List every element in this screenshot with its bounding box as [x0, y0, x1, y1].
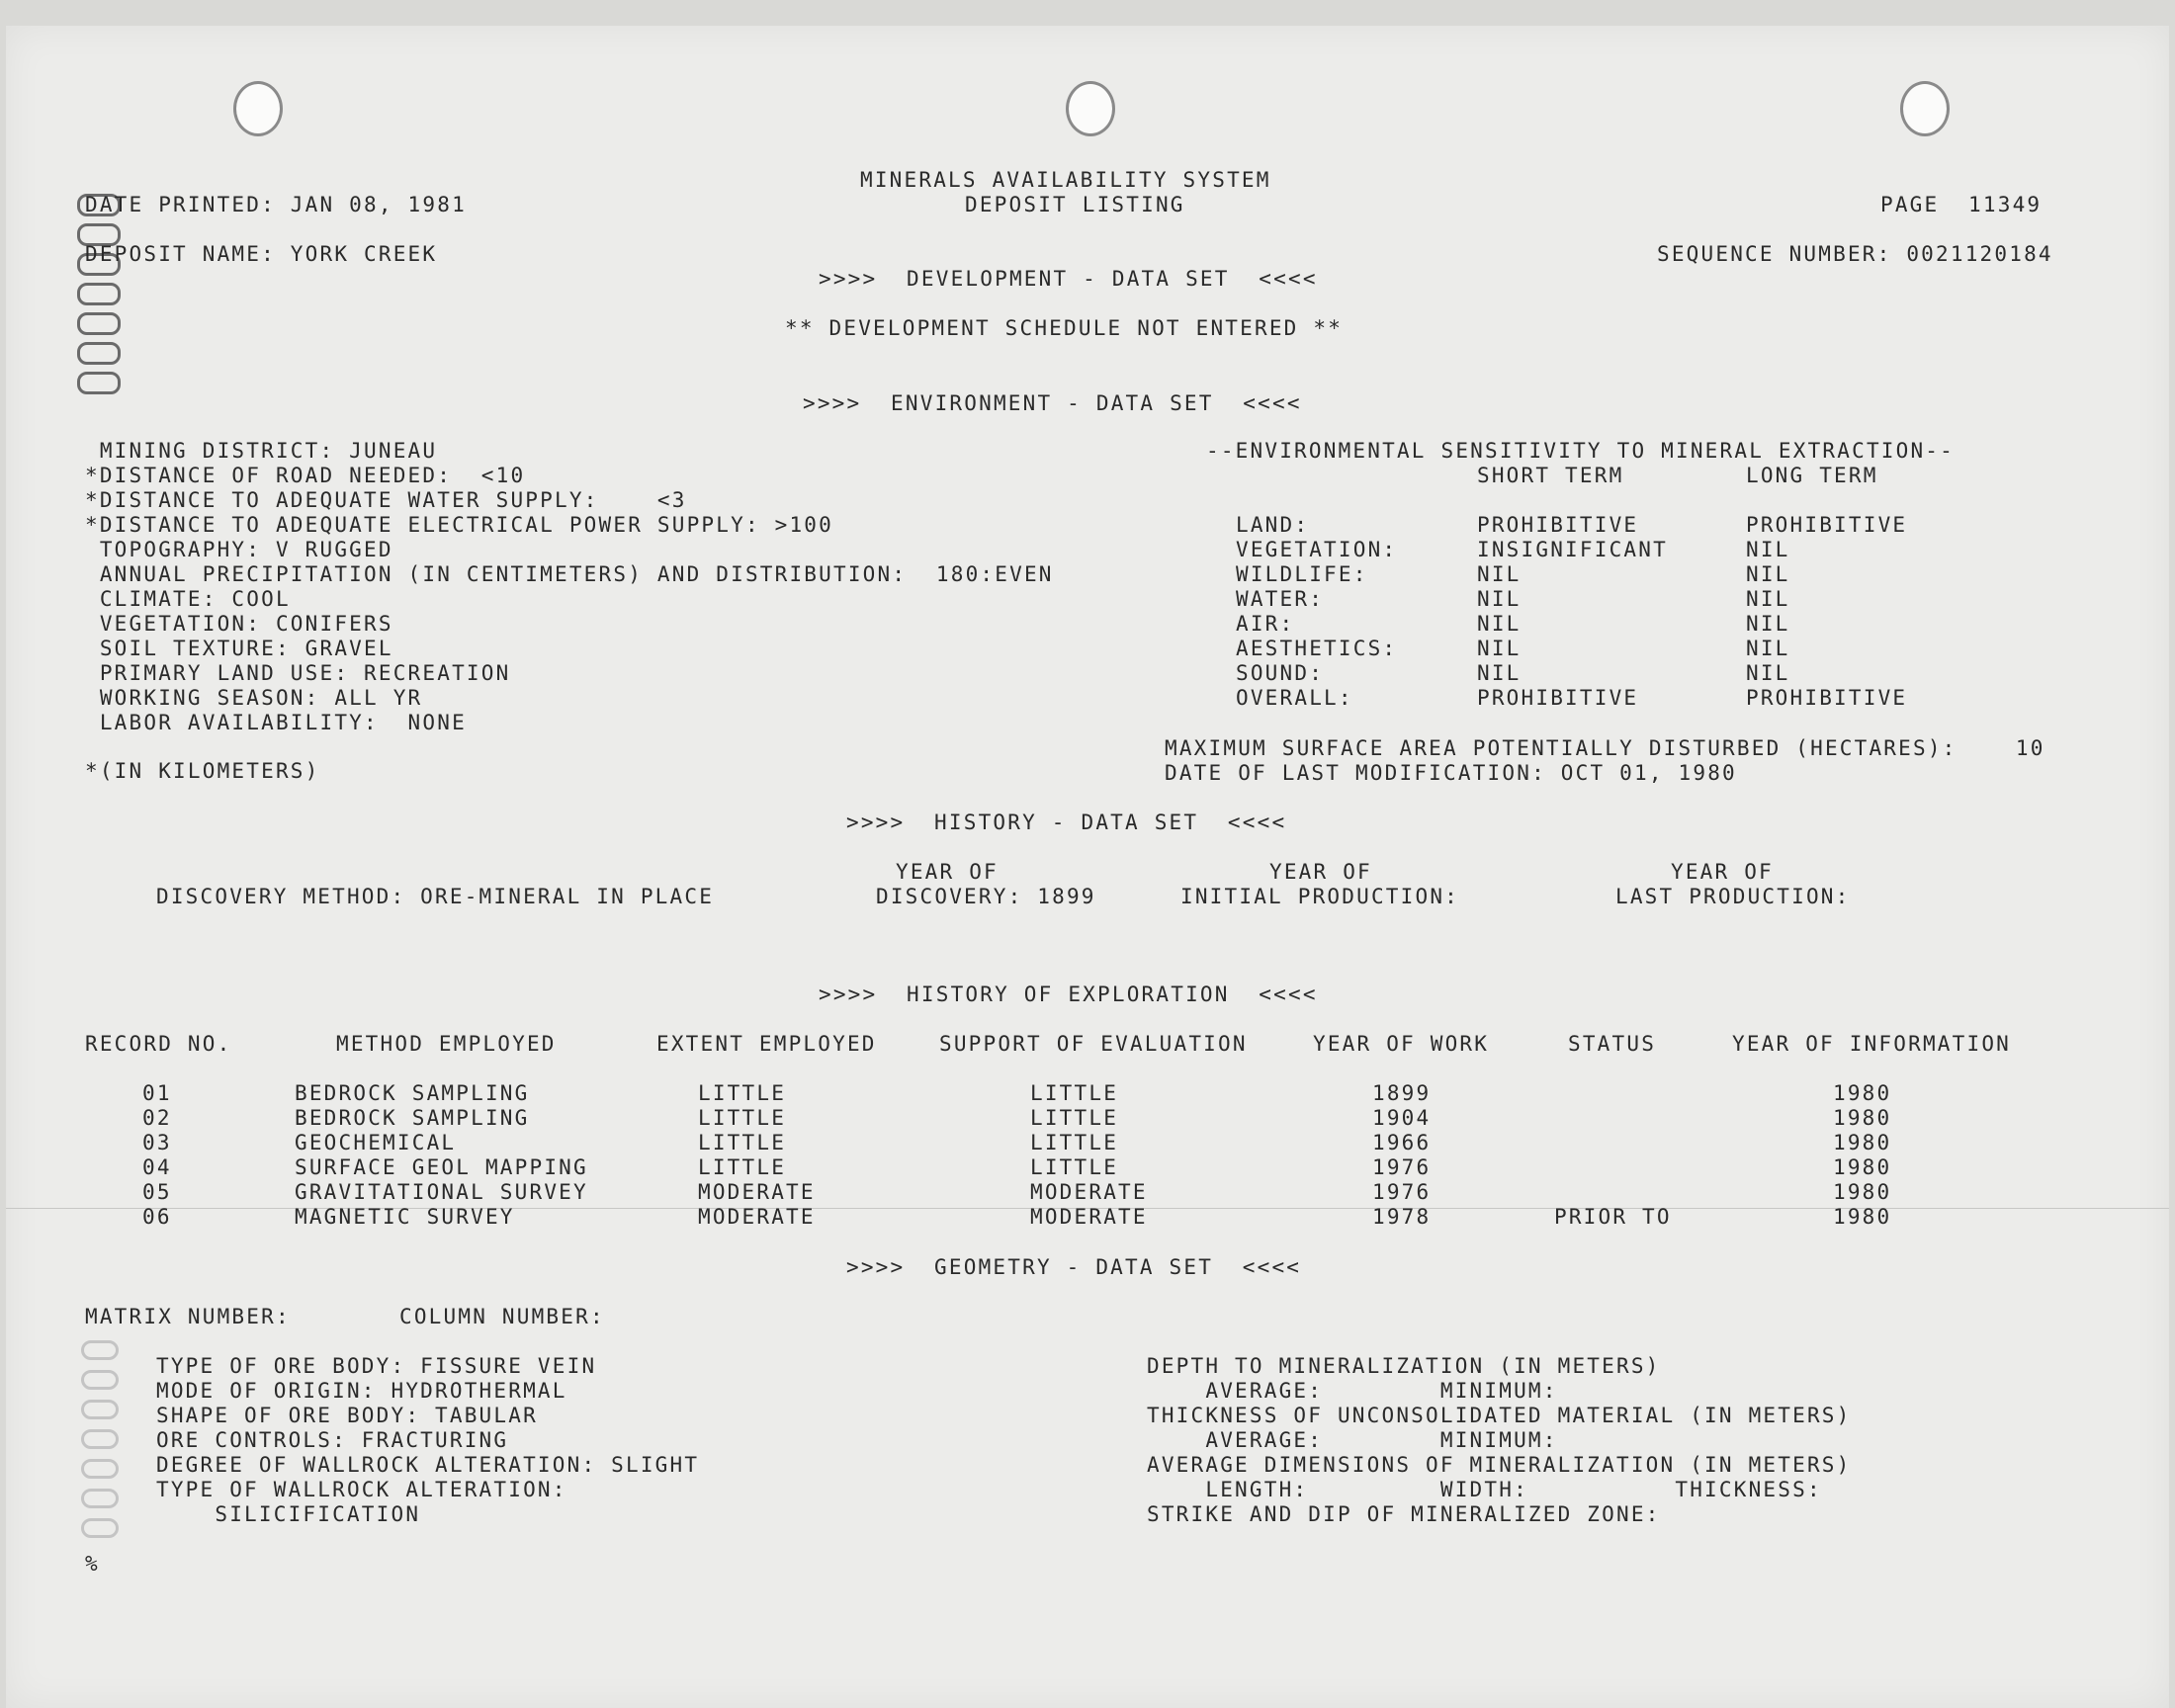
date-printed: DATE PRINTED: JAN 08, 1981 — [85, 193, 467, 216]
long-term-value: NIL — [1746, 637, 1790, 660]
sensitivity-label: WILDLIFE: — [1236, 562, 1368, 586]
env-line: *DISTANCE TO ADEQUATE WATER SUPPLY: <3 — [85, 488, 687, 512]
table-cell: 1976 — [1372, 1180, 1432, 1204]
table-cell: 1980 — [1833, 1205, 1892, 1229]
table-cell: LITTLE — [1030, 1155, 1119, 1179]
table-cell: LITTLE — [698, 1155, 787, 1179]
exploration-extents — [698, 1081, 816, 1230]
exploration-methods — [295, 1081, 588, 1230]
geometry-dimensions — [1147, 1354, 1851, 1527]
table-cell: 1904 — [1372, 1106, 1432, 1130]
table-cell — [1554, 1131, 1672, 1155]
sensitivity-labels — [1236, 513, 1397, 711]
deposit-name: DEPOSIT NAME: YORK CREEK — [85, 242, 438, 266]
development-note: ** DEVELOPMENT SCHEDULE NOT ENTERED ** — [785, 316, 1344, 340]
table-cell: MAGNETIC SURVEY — [295, 1205, 515, 1229]
col-status: STATUS — [1568, 1032, 1657, 1056]
short-term-header: SHORT TERM — [1477, 464, 1624, 487]
geometry-line: DEPTH TO MINERALIZATION (IN METERS) — [1147, 1354, 1661, 1378]
long-term-header: LONG TERM — [1746, 464, 1878, 487]
tractor-mark — [81, 1400, 119, 1419]
env-line: WORKING SEASON: ALL YR — [85, 686, 423, 710]
table-cell: LITTLE — [1030, 1106, 1119, 1130]
table-cell: 1980 — [1833, 1081, 1892, 1105]
tractor-mark — [81, 1459, 119, 1479]
table-cell: 1976 — [1372, 1155, 1432, 1179]
env-line: *DISTANCE OF ROAD NEEDED: <10 — [85, 464, 526, 487]
table-cell: LITTLE — [698, 1131, 787, 1154]
table-cell: LITTLE — [698, 1106, 787, 1130]
geometry-line: TYPE OF ORE BODY: FISSURE VEIN — [156, 1354, 597, 1378]
table-cell: 1899 — [1372, 1081, 1432, 1105]
tractor-mark — [77, 312, 121, 335]
geometry-line: LENGTH: WIDTH: THICKNESS: — [1147, 1478, 1822, 1501]
short-term-value: PROHIBITIVE — [1477, 686, 1639, 710]
sensitivity-label: SOUND: — [1236, 661, 1325, 685]
discovery-year: DISCOVERY: 1899 — [876, 885, 1096, 908]
exploration-heading: >>>> HISTORY OF EXPLORATION <<<< — [819, 982, 1318, 1006]
env-line: TOPOGRAPHY: V RUGGED — [85, 538, 393, 561]
long-term-value: NIL — [1746, 661, 1790, 685]
long-term-value: NIL — [1746, 587, 1790, 611]
short-term-value: NIL — [1477, 661, 1522, 685]
end-mark: % — [85, 1552, 100, 1576]
column-number: COLUMN NUMBER: — [399, 1305, 605, 1328]
environment-heading: >>>> ENVIRONMENT - DATA SET <<<< — [803, 391, 1302, 415]
sensitivity-label: VEGETATION: — [1236, 538, 1398, 561]
geometry-line: AVERAGE DIMENSIONS OF MINERALIZATION (IN METERS) — [1147, 1453, 1852, 1477]
discovery-method: DISCOVERY METHOD: ORE-MINERAL IN PLACE — [156, 885, 715, 908]
short-term-value: NIL — [1477, 587, 1522, 611]
table-cell: GEOCHEMICAL — [295, 1131, 457, 1154]
sensitivity-label: AIR: — [1236, 612, 1295, 636]
short-term-value: NIL — [1477, 637, 1522, 660]
year-of-last-label: YEAR OF — [1671, 860, 1774, 884]
table-cell: 1980 — [1833, 1131, 1892, 1154]
exploration-years — [1372, 1081, 1431, 1230]
table-cell: 1980 — [1833, 1155, 1892, 1179]
col-year-info: YEAR OF INFORMATION — [1732, 1032, 2012, 1056]
geometry-heading: >>>> GEOMETRY - DATA SET <<<< — [846, 1255, 1302, 1279]
col-year-work: YEAR OF WORK — [1313, 1032, 1490, 1056]
geometry-line: DEGREE OF WALLROCK ALTERATION: SLIGHT — [156, 1453, 700, 1477]
short-term-value: PROHIBITIVE — [1477, 513, 1639, 537]
env-line: VEGETATION: CONIFERS — [85, 612, 393, 636]
page-number: PAGE 11349 — [1880, 193, 2043, 216]
sequence-number: SEQUENCE NUMBER: 0021120184 — [1657, 242, 2053, 266]
env-line: PRIMARY LAND USE: RECREATION — [85, 661, 511, 685]
table-cell: MODERATE — [1030, 1205, 1148, 1229]
env-line: ANNUAL PRECIPITATION (IN CENTIMETERS) AND DISTRIBUTION: 180:EVEN — [85, 562, 1054, 586]
long-term-value: PROHIBITIVE — [1746, 513, 1908, 537]
geometry-line: THICKNESS OF UNCONSOLIDATED MATERIAL (IN METERS) — [1147, 1404, 1852, 1427]
table-cell: LITTLE — [1030, 1131, 1119, 1154]
short-term-value: NIL — [1477, 612, 1522, 636]
table-cell: 05 — [142, 1180, 172, 1204]
table-cell: LITTLE — [698, 1081, 787, 1105]
tractor-mark — [81, 1489, 119, 1508]
sensitivity-label: WATER: — [1236, 587, 1325, 611]
initial-production: INITIAL PRODUCTION: — [1180, 885, 1460, 908]
tractor-mark — [81, 1429, 119, 1449]
table-cell — [1554, 1081, 1672, 1106]
env-line: *DISTANCE TO ADEQUATE ELECTRICAL POWER SUPPLY: >100 — [85, 513, 833, 537]
matrix-number: MATRIX NUMBER: — [85, 1305, 291, 1328]
punch-hole-right — [1900, 81, 1950, 136]
table-cell: PRIOR TO — [1554, 1205, 1672, 1229]
table-cell: MODERATE — [698, 1205, 816, 1229]
environment-attributes — [85, 439, 1054, 735]
last-modification: DATE OF LAST MODIFICATION: OCT 01, 1980 — [1165, 761, 1737, 785]
table-cell: 1966 — [1372, 1131, 1432, 1154]
table-cell: 1980 — [1833, 1106, 1892, 1130]
long-term-value: NIL — [1746, 562, 1790, 586]
env-line: LABOR AVAILABILITY: NONE — [85, 711, 467, 734]
punch-hole-left — [233, 81, 283, 136]
long-term-value: NIL — [1746, 612, 1790, 636]
table-cell: 1980 — [1833, 1180, 1892, 1204]
punch-hole-center — [1066, 81, 1115, 136]
tractor-mark — [81, 1370, 119, 1390]
geometry-line: ORE CONTROLS: FRACTURING — [156, 1428, 509, 1452]
env-line: MINING DISTRICT: JUNEAU — [85, 439, 438, 463]
sensitivity-label: LAND: — [1236, 513, 1310, 537]
env-line: SOIL TEXTURE: GRAVEL — [85, 637, 393, 660]
table-cell: 03 — [142, 1131, 172, 1154]
col-record-no: RECORD NO. — [85, 1032, 232, 1056]
geometry-line: SILICIFICATION — [156, 1502, 421, 1526]
exploration-record-numbers — [142, 1081, 172, 1230]
table-cell: BEDROCK SAMPLING — [295, 1081, 530, 1105]
table-cell — [1554, 1180, 1672, 1205]
table-cell: 04 — [142, 1155, 172, 1179]
geometry-line: MODE OF ORIGIN: HYDROTHERMAL — [156, 1379, 567, 1403]
tractor-mark — [77, 342, 121, 365]
table-cell — [1554, 1106, 1672, 1131]
col-support: SUPPORT OF EVALUATION — [939, 1032, 1248, 1056]
year-of-discovery-label: YEAR OF — [896, 860, 999, 884]
table-cell: LITTLE — [1030, 1081, 1119, 1105]
geometry-line: STRIKE AND DIP OF MINERALIZED ZONE: — [1147, 1502, 1661, 1526]
table-cell: BEDROCK SAMPLING — [295, 1106, 530, 1130]
geometry-line: SHAPE OF ORE BODY: TABULAR — [156, 1404, 538, 1427]
geometry-line: AVERAGE: MINIMUM: — [1147, 1379, 1558, 1403]
system-title: MINERALS AVAILABILITY SYSTEM — [860, 168, 1271, 192]
max-surface-area: MAXIMUM SURFACE AREA POTENTIALLY DISTURBED (HECTARES): 10 — [1165, 736, 2045, 760]
geometry-line: AVERAGE: MINIMUM: — [1147, 1428, 1558, 1452]
table-cell: 02 — [142, 1106, 172, 1130]
exploration-status — [1554, 1081, 1672, 1230]
short-term-value: NIL — [1477, 562, 1522, 586]
sensitivity-label: OVERALL: — [1236, 686, 1353, 710]
geometry-attributes — [156, 1354, 699, 1527]
geometry-line: TYPE OF WALLROCK ALTERATION: — [156, 1478, 567, 1501]
tractor-mark — [81, 1340, 119, 1360]
short-term-value: INSIGNIFICANT — [1477, 538, 1668, 561]
long-term-value: PROHIBITIVE — [1746, 686, 1908, 710]
table-cell: 1978 — [1372, 1205, 1432, 1229]
table-cell: MODERATE — [1030, 1180, 1148, 1204]
table-cell — [1554, 1155, 1672, 1180]
table-cell: GRAVITATIONAL SURVEY — [295, 1180, 588, 1204]
kilometers-note: *(IN KILOMETERS) — [85, 759, 320, 783]
development-heading: >>>> DEVELOPMENT - DATA SET <<<< — [819, 267, 1318, 291]
long-term-value: NIL — [1746, 538, 1790, 561]
col-extent: EXTENT EMPLOYED — [656, 1032, 877, 1056]
sensitivity-title: --ENVIRONMENTAL SENSITIVITY TO MINERAL EXTRACTION-- — [1206, 439, 1955, 463]
last-production: LAST PRODUCTION: — [1615, 885, 1851, 908]
table-cell: 01 — [142, 1081, 172, 1105]
sensitivity-long — [1746, 513, 1907, 711]
table-cell: SURFACE GEOL MAPPING — [295, 1155, 588, 1179]
history-heading: >>>> HISTORY - DATA SET <<<< — [846, 811, 1287, 834]
table-cell: 06 — [142, 1205, 172, 1229]
tractor-mark — [77, 283, 121, 305]
exploration-support — [1030, 1081, 1148, 1230]
table-cell: MODERATE — [698, 1180, 816, 1204]
col-method: METHOD EMPLOYED — [336, 1032, 557, 1056]
sensitivity-short — [1477, 513, 1668, 711]
year-of-initial-label: YEAR OF — [1269, 860, 1372, 884]
exploration-info-years — [1833, 1081, 1891, 1230]
listing-title: DEPOSIT LISTING — [965, 193, 1185, 216]
env-line: CLIMATE: COOL — [85, 587, 291, 611]
tractor-mark — [81, 1518, 119, 1538]
tractor-mark — [77, 372, 121, 394]
sensitivity-label: AESTHETICS: — [1236, 637, 1398, 660]
